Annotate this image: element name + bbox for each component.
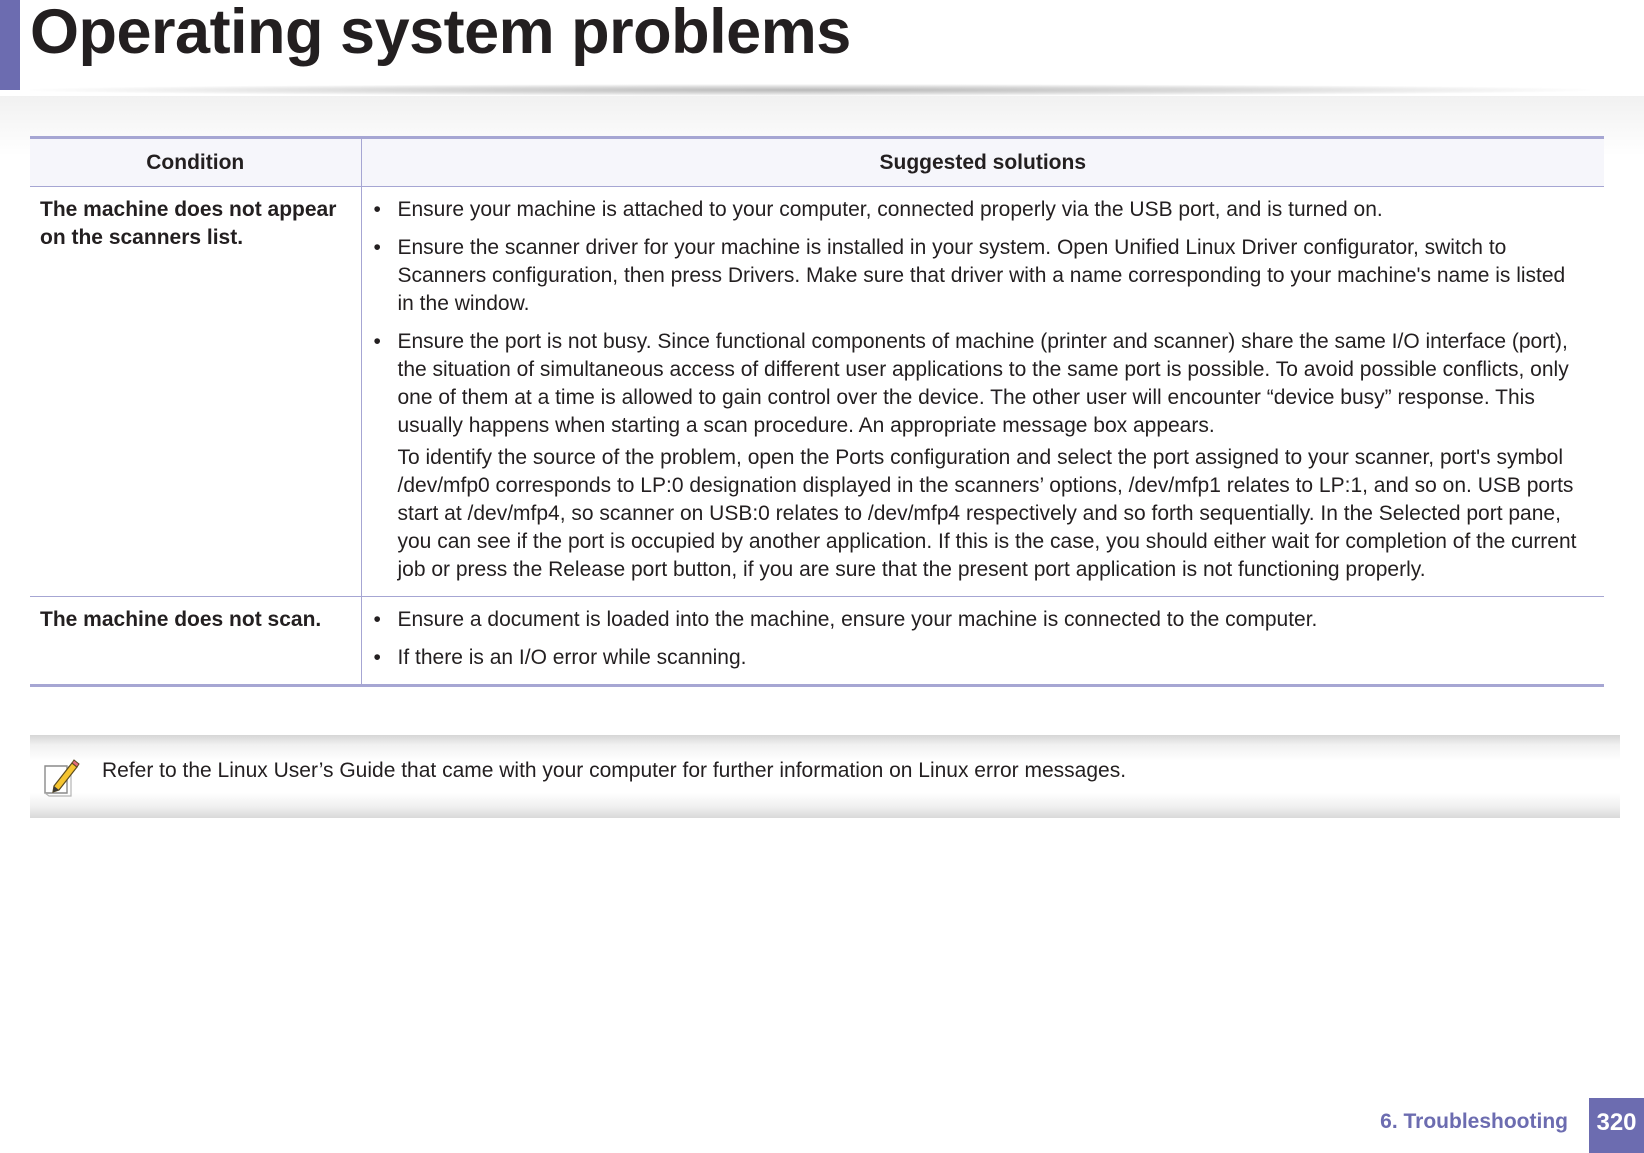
solution-item	[373, 328, 1587, 584]
column-header-solutions: Suggested solutions	[361, 138, 1604, 187]
solutions-cell	[361, 187, 1604, 597]
bullet-icon: •	[373, 646, 381, 669]
solution-text: Ensure the scanner driver for your machine is installed in your system. Open Unified Linux Driver configurator, switch to Scanners configuration, then press Drivers. Make sure that driver with a name corresponding to your machine's name is listed in the window.	[397, 236, 1566, 315]
page-title: Operating system problems	[30, 0, 851, 67]
solutions-cell	[361, 597, 1604, 686]
troubleshooting-table	[30, 136, 1604, 687]
solution-text: If there is an I/O error while scanning.	[397, 646, 747, 669]
title-underline	[30, 84, 1590, 96]
column-header-condition: Condition	[30, 138, 361, 187]
table-header-row	[30, 138, 1604, 187]
solution-list	[373, 606, 1587, 672]
solution-item	[373, 644, 1587, 672]
bullet-icon: •	[373, 608, 381, 631]
solution-list	[373, 196, 1587, 584]
note-text: Refer to the Linux User’s Guide that came with your computer for further information on Linux error messages.	[102, 759, 1127, 782]
solution-text: Ensure your machine is attached to your computer, connected properly via the USB port, and is turned on.	[397, 198, 1383, 221]
solution-item	[373, 606, 1587, 634]
title-accent-bar	[0, 0, 20, 90]
solution-text: Ensure a document is loaded into the machine, ensure your machine is connected to the computer.	[397, 608, 1318, 631]
note-pencil-icon	[42, 759, 82, 799]
solution-item	[373, 234, 1587, 318]
bullet-icon: •	[373, 330, 381, 353]
condition-cell: The machine does not appear on the scanners list.	[30, 187, 361, 597]
table-row	[30, 187, 1604, 597]
footer-section-label: 6. Troubleshooting	[1380, 1110, 1568, 1133]
solution-detail: To identify the source of the problem, open the Ports configuration and select the port assigned to your scanner, port's symbol /dev/mfp0 corresponds to LP:0 designation displayed in the scanners’ options, /dev/mfp1 relates to LP:1, and so on. USB ports start at /dev/mfp4, so scanner on USB:0 relates to /dev/mfp4 respectively and so forth sequentially. In the Selected port pane, you can see if the port is occupied by another application. If this is the case, you should either wait for completion of the current job or press the Release port button, if you are sure that the present port application is not functioning properly.	[397, 446, 1577, 581]
page-number-badge: 320	[1589, 1098, 1644, 1153]
solution-item	[373, 196, 1587, 224]
condition-cell: The machine does not scan.	[30, 597, 361, 686]
bullet-icon: •	[373, 198, 381, 221]
solution-text: Ensure the port is not busy. Since functional components of machine (printer and scanner) share the same I/O interface (port), the situation of simultaneous access of different user applications to the same port is possible. To avoid possible conflicts, only one of them at a time is allowed to gain control over the device. The other user will encounter “device busy” response. This usually happens when starting a scan procedure. An appropriate message box appears.	[397, 330, 1569, 437]
table-row	[30, 597, 1604, 686]
note-box	[30, 735, 1620, 818]
bullet-icon: •	[373, 236, 381, 259]
